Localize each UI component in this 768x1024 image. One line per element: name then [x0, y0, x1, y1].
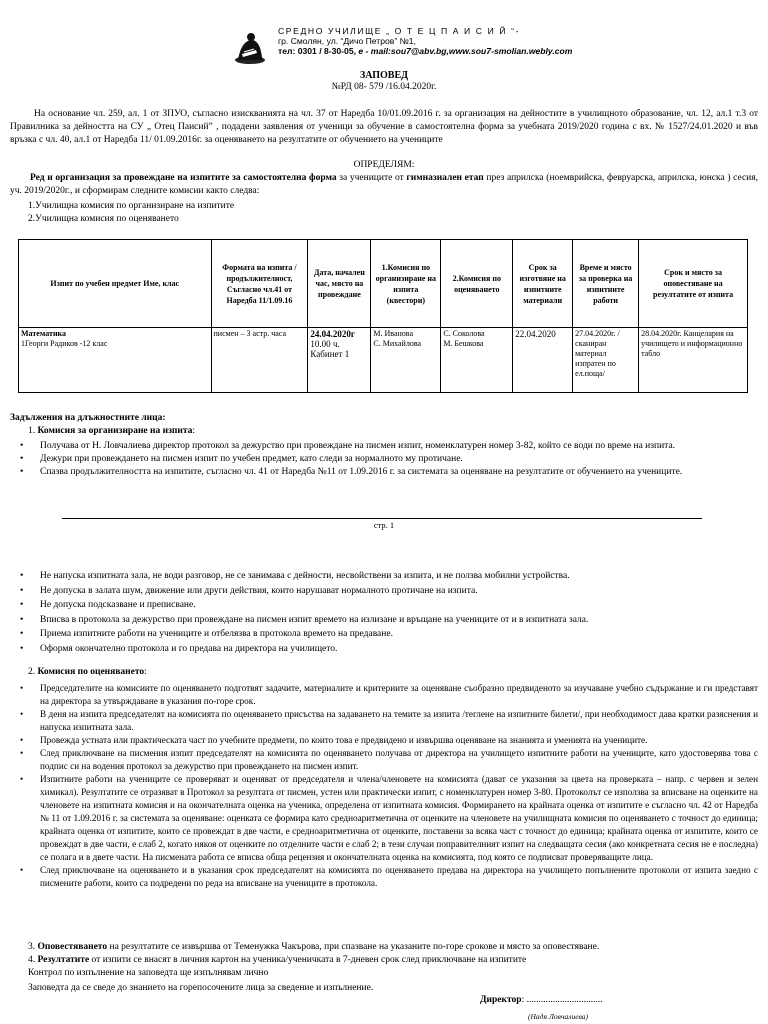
control-line: Контрол по изпълнение на заповедта ще изпълнявам лично: [28, 968, 269, 978]
list-item: • Оформя окончателно протокола и го предава на директора на училището.: [20, 643, 338, 654]
page-divider: [62, 518, 702, 519]
header-cell: 2.Комисия по оценяването: [441, 240, 513, 328]
form-cell: писмен – 3 астр. часа: [211, 328, 308, 393]
list-item: • Изпитните работи на учениците се проверяват и оценяват от председателя и члена/членовете на комисията (дават се указания за цвета на проверката – напр. с червен и зелен химикал). Резултатите се отразяват в Протокол за резултата от писмен, устен или практически изпит, с номенклатурен номер 3-80. Протоколът се използва за вписване на оценките на членовете на изпитната комисия и на окончателната оценка на ученика, определена от изпитната комисия. Формирането на крайната оценка от изпитите е съгласно чл. 42 от Наредба № 11 от 1.09.2016 г. за системата за оценяване: оценката се формира като средноаритметична от оценките на членовете на училищната комисия по оценяването с точност до единица; крайната оценка от изпитите, които се провеждат в две части, е средноаритметична от оценките, поставени за всяка част с точност до единица; крайната оценка от изпитите, които се провеждат в две части, е слаб 2, когато някоя от оценките по отделните части е слаб 2; в тези случаи поправителният изпит на следващата сесия (ако конкретната сесия не е последна) се полага и в двете части. На писмената работа се вписва обща рецензия и окончателната оценка на комисията, под която се подписват проверяващите лица.: [20, 774, 758, 862]
header-cell: Формата на изпита /продължителност, Съгласно чл.41 от Наредба 11/1.09.16: [211, 240, 308, 328]
section-1-heading: 1. Комисия за организиране на изпита:: [28, 426, 196, 436]
organizers-cell: М. Иванова С. Михайлова: [371, 328, 441, 393]
school-contacts: тел: 0301 / 8-30-05, e - mail:sou7@abv.bg,www.sou7-smolian.webly.com: [278, 46, 573, 56]
page-number: стр. 1: [373, 520, 395, 530]
school-name: СРЕДНО УЧИЛИЩЕ „ О Т Е Ц П А И С И Й “-: [278, 26, 521, 36]
date-cell: 24.04.2020г 10.00 ч. Кабинет 1: [308, 328, 371, 393]
evaluators-cell: С. Соколова М. Бешкова: [441, 328, 513, 393]
table-row: [19, 328, 748, 393]
order-paragraph: Ред и организация за провеждане на изпитите за самостоятелна форма за учениците от гимназиален етап през априлска (ноемврийска, февруарска, априлска, юнска ) сесия, уч. 2019/2020г., и сформирам следните комисии както следва:: [10, 173, 758, 196]
table-header-row: [19, 240, 748, 328]
announce-cell: 28.04.2020г. Канцелария на училището и информационно табло: [639, 328, 748, 393]
list-item: • След приключване на писмения изпит председателят на комисията по оценяването получава от директора на училището изпитните работи на учениците, като удостоверява това с подпис си на водения протокол за дежурство при провеждането на писмен изпит.: [20, 748, 758, 771]
school-address: гр. Смолян, ул. “Дичо Петров” №1,: [278, 36, 416, 46]
list-item: • Не допуска подсказване и преписване.: [20, 600, 196, 610]
header-cell: Срок и място за оповестяване на резултатите от изпита: [639, 240, 748, 328]
list-item: • Вписва в протокола за дежурство при провеждане на писмен изпит времето на излизане и връщане на учениците от и в изпитната зала.: [20, 614, 589, 625]
inform-line: Заповедта да се сведе до знанието на горепосочените лица за сведение и изпълнение.: [28, 983, 374, 993]
section-1-list-a: [20, 440, 758, 479]
section-4: 4. Резултатите от изпити се внасят в личния картон на ученика/ученичката в 7-дневен срок след приключване на изпитите: [28, 955, 527, 965]
list-item: • Не напуска изпитната зала, не води разговор, не се занимава с дейности, несвойствени за изпита, и не ползва мобилни устройства.: [20, 571, 570, 581]
document-title: ЗАПОВЕД: [359, 70, 409, 81]
header-cell: Време и място за проверка на изпитните работи: [573, 240, 639, 328]
duties-title: Задължения на длъжностните лица:: [10, 413, 166, 423]
list-item: • Спазва продължителността на изпитите, съгласно чл. 41 от Наредба №11 от 1.09.2016 г. за системата за оценяване на резултатите от обучението на учениците.: [20, 467, 683, 477]
order-number: №РД 08- 579 /16.04.2020г.: [331, 82, 437, 92]
school-logo-icon: [232, 30, 268, 66]
list-item: • След приключване на оценяването и в указания срок председателят на комисията по оценяването предава на директора на училището попълнените протоколи от изпита заедно с писмените работи, които са подредени по реда на вписване на учениците в протокола.: [20, 865, 758, 888]
check-time-cell: 27.04.2020г. /сканиран материал изпратен по ел.поща/: [573, 328, 639, 393]
list-item: • Дежури при провеждането на писмен изпит по учебен предмет, като следи за нормалното му протичане.: [20, 454, 463, 464]
section-3: 3. Оповестяването на резултатите се извършва от Теменужка Чакърова, при спазване на указаните по-горе срокове и място за оповестяване.: [28, 942, 600, 952]
commission-1: 1.Училищна комисия по организиране на изпитите: [28, 201, 235, 211]
exam-schedule-table: [18, 239, 748, 393]
list-item: • Председателите на комисиите по оценяването подготвят задачите, материалите и критериите за оценяване съобразно предвиденото за изучаване учебно съдържание и ги представят на директора за утвърждаване в указания по-горе срок.: [20, 683, 758, 706]
section-1-list-b: [20, 570, 758, 656]
list-item: • Не допуска в залата шум, движение или други действия, които нарушават нормалното протичане на изпита.: [20, 585, 478, 596]
subject-cell: Математика 1Георги Радиков -12 клас: [19, 328, 212, 393]
list-item: • Провежда устната или практическата част по учебните предмети, по които това е предвидено и извършва оценяване на знанията и уменията на учениците.: [20, 735, 648, 745]
intro-paragraph: На основание чл. 259, ал. 1 от ЗПУО, съгласно изискванията на чл. 37 от Наредба 10/01.09.2016 г. за организация на дейностите в училищното образование, чл. 12, ал.1 т.3 от Правилника за дейността на СУ „ Отец Паисий” , подадени заявления от ученици за обучение в самостоятелна форма за учебната 2019/2020 година с вх. № 1527/24.01.2020 и във връзка с чл. 40, ал.1 от Наредба 11/ 01.09.2016г. за оценяването на резултатите от обучението на учениците: [10, 109, 758, 145]
section-2-heading: 2. Комисия по оценяването:: [28, 667, 147, 677]
header-cell: Срок за изготвяне на изпитните материали: [513, 240, 573, 328]
director-name: (Надя Ловчалиева): [528, 1012, 589, 1021]
director-signature: Директор: ................................: [480, 995, 603, 1005]
list-item: • В деня на изпита председателят на комисията по оценяването присъства на задаването на темите за изпита /теглене на изпитните билети/, при необходимост дава кратки разяснения и напуска изпитната зала.: [20, 709, 758, 732]
prep-deadline-cell: 22.04.2020: [513, 328, 573, 393]
determine-heading: ОПРЕДЕЛЯМ:: [353, 160, 415, 170]
header-cell: Изпит по учебен предмет Име, клас: [19, 240, 212, 328]
list-item: • Приема изпитните работи на учениците и отбелязва в протокола времето на предаване.: [20, 629, 393, 639]
header-cell: 1.Комисия по организиране на изпита (квестори): [371, 240, 441, 328]
header-cell: Дата, начален час, място на провеждане: [308, 240, 371, 328]
list-item: • Получава от Н. Ловчалиева директор протокол за дежурство при провеждане на писмен изпит, номенклатурен номер 3-82, който се води по време на изпита.: [20, 441, 676, 451]
section-2-list: [20, 682, 758, 890]
commission-2: 2.Училищна комисия по оценяването: [28, 214, 179, 224]
